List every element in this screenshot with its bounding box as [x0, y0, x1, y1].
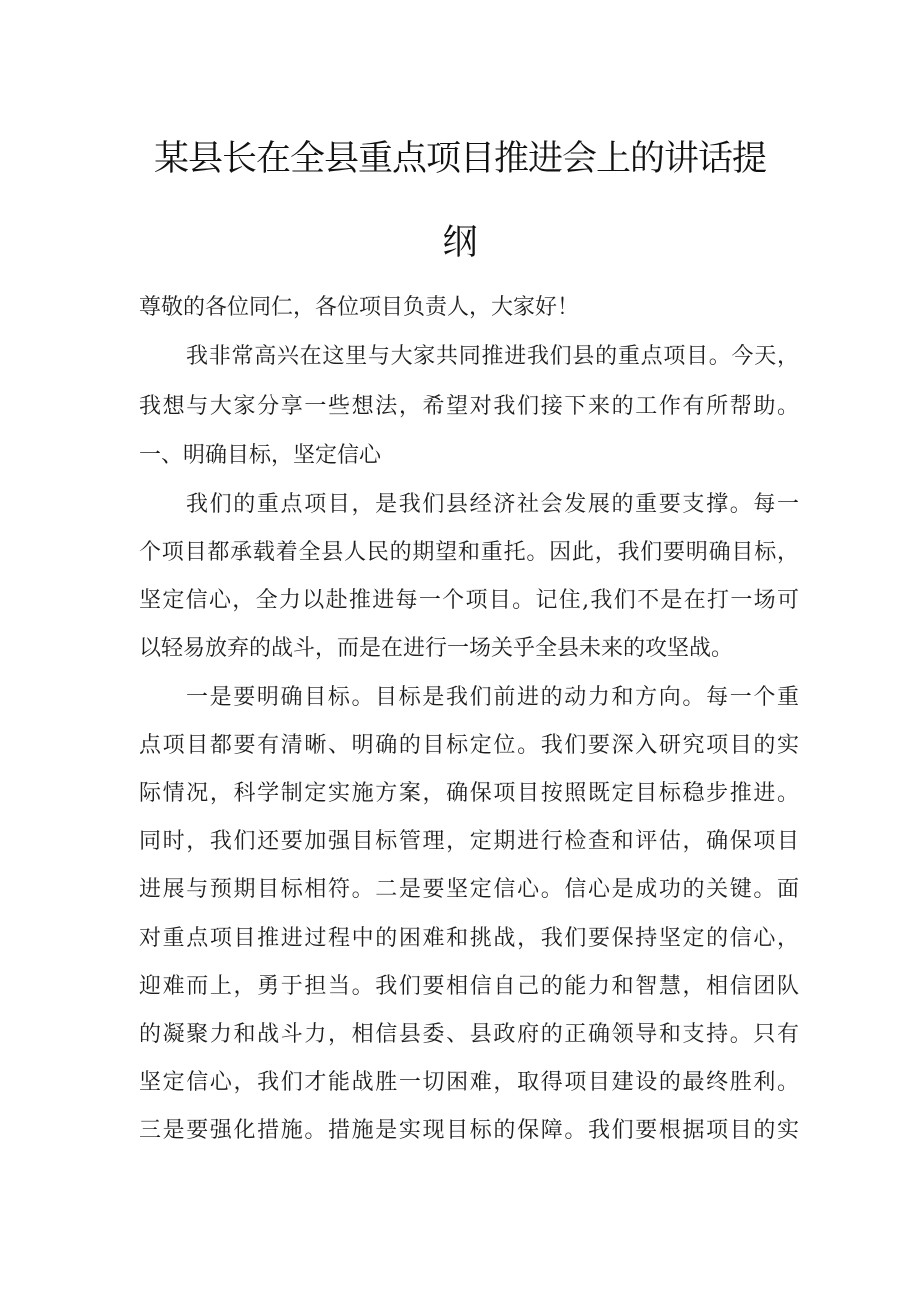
paragraph-line: 我非常高兴在这里与大家共同推进我们县的重点项目。今天， — [186, 344, 799, 369]
section-heading: 一、明确目标，坚定信心 — [139, 443, 382, 468]
paragraph-line: 个项目都承载着全县人民的期望和重托。因此，我们要明确目标， — [139, 540, 799, 565]
paragraph-line: 点项目都要有清晰、明确的目标定位。我们要深入研究项目的实 — [139, 733, 799, 758]
paragraph-line: 同时，我们还要加强目标管理，定期进行检查和评估，确保项目 — [139, 829, 799, 854]
paragraph-line: 坚定信心，我们才能战胜一切困难，取得项目建设的最终胜利。 — [139, 1070, 799, 1095]
paragraph-line: 我们的重点项目，是我们县经济社会发展的重要支撑。每一 — [186, 492, 799, 517]
document-title-line-1: 某县长在全县重点项目推进会上的讲话提 — [153, 139, 766, 179]
paragraph-line: 我想与大家分享一些想法，希望对我们接下来的工作有所帮助。 — [139, 394, 799, 419]
document-title-line-2: 纲 — [442, 223, 478, 263]
paragraph-line: 对重点项目推进过程中的困难和挑战，我们要保持坚定的信心， — [139, 926, 799, 951]
paragraph-line: 迎难而上，勇于担当。我们要相信自己的能力和智慧，相信团队 — [139, 974, 799, 999]
paragraph-line: 际情况，科学制定实施方案，确保项目按照既定目标稳步推进。 — [139, 781, 799, 806]
paragraph-line: 三是要强化措施。措施是实现目标的保障。我们要根据项目的实 — [139, 1118, 799, 1143]
paragraph-line: 坚定信心，全力以赴推进每一个项目。记住,我们不是在打一场可 — [139, 588, 799, 613]
paragraph-line: 进展与预期目标相符。二是要坚定信心。信心是成功的关键。面 — [139, 877, 799, 902]
paragraph-line: 的凝聚力和战斗力，相信县委、县政府的正确领导和支持。只有 — [139, 1022, 799, 1047]
paragraph-line: 以轻易放弃的战斗，而是在进行一场关乎全县未来的攻坚战。 — [139, 636, 734, 661]
greeting-line: 尊敬的各位同仁，各位项目负责人，大家好！ — [139, 295, 580, 320]
paragraph-line: 一是要明确目标。目标是我们前进的动力和方向。每一个重 — [186, 685, 799, 710]
